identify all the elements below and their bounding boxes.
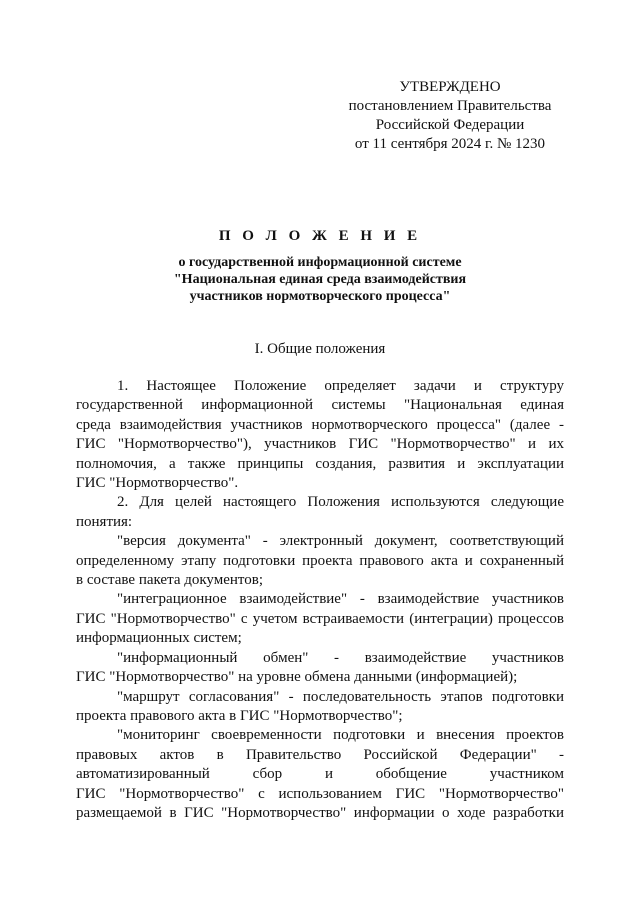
text-line: информационных систем; [76,630,242,647]
approval-line-1: постановлением Правительства [348,98,552,114]
approval-stamp: УТВЕРЖДЕНО [399,79,501,95]
approval-date-number: от 11 сентября 2024 г. № 1230 [354,136,546,152]
text-line: "маршрут согласования" - последовательность этапов подготовки [117,688,564,705]
text-line: "версия документа" - электронный документ, соответствующий [117,533,564,550]
text-line: понятия: [76,513,133,530]
text-line: размещаемой в ГИС "Нормотворчество" информации о ходе разработки [76,804,564,821]
text-line: ГИС "Нормотворчество" с использованием ГИС "Нормотворчество" [76,785,564,802]
text-line: среда взаимодействия участников нормотворческого процесса" (далее - [76,416,564,433]
text-line: ГИС "Нормотворчество" с учетом встраиваемости (интеграции) процессов [76,610,564,627]
text-line: 1. Настоящее Положение определяет задачи и структуру [117,378,564,394]
subtitle-line: о государственной информационной системе [178,255,462,270]
text-line: "информационный обмен" - взаимодействие участников [117,649,564,666]
document-title-block [60,226,580,305]
text-line: 2. Для целей настоящего Положения используются следующие [117,494,564,511]
text-line: ГИС "Нормотворчество". [76,475,239,492]
text-line: ГИС "Нормотворчество"), участников ГИС "Нормотворчество" и их [76,436,564,453]
text-line: государственной информационной системы "Национальная единая [76,397,564,414]
text-line: определенному этапу подготовки проекта правового акта и сохраненный [76,552,564,569]
approval-line-2: Российской Федерации [375,117,525,133]
subtitle-line: "Национальная единая среда взаимодействия [173,272,467,287]
section-title: I. Общие положения [254,341,386,357]
text-line: правовых актов в Правительство Российской Федерации" - [76,746,564,763]
text-line: автоматизированный сбор и обобщение участником [76,766,564,783]
subtitle-line: участников нормотворческого процесса" [189,289,451,304]
document-body [76,377,564,823]
document-heading: П О Л О Ж Е Н И Е [218,228,422,244]
text-line: ГИС "Нормотворчество" на уровне обмена данными (информацией); [76,669,518,686]
text-line: "мониторинг своевременности подготовки и внесения проектов [117,727,564,744]
text-line: "интеграционное взаимодействие" - взаимодействие участников [117,591,564,608]
text-line: в составе пакета документов; [76,572,264,589]
text-line: полномочия, а также принципы создания, развития и эксплуатации [76,455,564,472]
document-subtitle [60,254,580,305]
approval-block [320,78,580,154]
text-line: проекта правового акта в ГИС "Нормотворчество"; [76,707,403,724]
